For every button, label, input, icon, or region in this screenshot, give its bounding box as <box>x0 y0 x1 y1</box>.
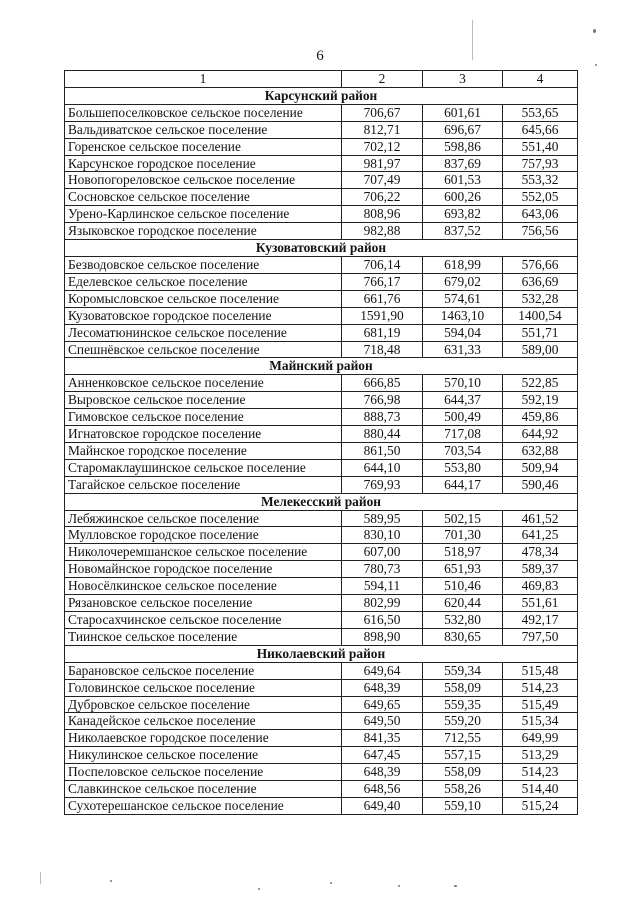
district-name: Кузоватовский район <box>65 240 578 257</box>
value-cell: 649,40 <box>342 797 423 814</box>
column-header: 1 <box>65 71 342 88</box>
value-cell: 590,46 <box>503 476 578 493</box>
value-cell: 469,83 <box>503 578 578 595</box>
value-cell: 559,20 <box>423 713 503 730</box>
value-cell: 1463,10 <box>423 307 503 324</box>
value-cell: 717,08 <box>423 426 503 443</box>
value-cell: 513,29 <box>503 747 578 764</box>
column-header: 4 <box>503 71 578 88</box>
settlement-name: Старомаклаушинское сельское поселение <box>65 459 342 476</box>
district-header-row <box>65 645 578 662</box>
table-row <box>65 544 578 561</box>
value-cell: 644,17 <box>423 476 503 493</box>
settlement-name: Канадейское сельское поселение <box>65 713 342 730</box>
table-row <box>65 628 578 645</box>
value-cell: 553,65 <box>503 104 578 121</box>
value-cell: 478,34 <box>503 544 578 561</box>
settlement-name: Славкинское сельское поселение <box>65 781 342 798</box>
value-cell: 641,25 <box>503 527 578 544</box>
settlement-name: Горенское сельское поселение <box>65 138 342 155</box>
value-cell: 649,65 <box>342 696 423 713</box>
value-cell: 558,26 <box>423 781 503 798</box>
district-header-row <box>65 358 578 375</box>
value-cell: 648,39 <box>342 764 423 781</box>
value-cell: 766,17 <box>342 273 423 290</box>
table-row <box>65 747 578 764</box>
value-cell: 557,15 <box>423 747 503 764</box>
table-row <box>65 341 578 358</box>
table-row <box>65 307 578 324</box>
table-row <box>65 696 578 713</box>
table-row <box>65 797 578 814</box>
value-cell: 797,50 <box>503 628 578 645</box>
table-row <box>65 104 578 121</box>
value-cell: 661,76 <box>342 290 423 307</box>
settlement-name: Безводовское сельское поселение <box>65 256 342 273</box>
value-cell: 647,45 <box>342 747 423 764</box>
value-cell: 492,17 <box>503 612 578 629</box>
table-row <box>65 256 578 273</box>
table-row <box>65 189 578 206</box>
settlement-name: Мулловское городское поселение <box>65 527 342 544</box>
value-cell: 802,99 <box>342 595 423 612</box>
value-cell: 644,92 <box>503 426 578 443</box>
value-cell: 620,44 <box>423 595 503 612</box>
table-row <box>65 426 578 443</box>
table-row <box>65 290 578 307</box>
settlements-table <box>64 70 578 815</box>
settlement-name: Сухотерешанское сельское поселение <box>65 797 342 814</box>
value-cell: 712,55 <box>423 730 503 747</box>
settlement-name: Поспеловское сельское поселение <box>65 764 342 781</box>
value-cell: 666,85 <box>342 375 423 392</box>
value-cell: 553,80 <box>423 459 503 476</box>
value-cell: 703,54 <box>423 442 503 459</box>
value-cell: 459,86 <box>503 409 578 426</box>
value-cell: 551,61 <box>503 595 578 612</box>
value-cell: 808,96 <box>342 206 423 223</box>
value-cell: 558,09 <box>423 679 503 696</box>
value-cell: 1400,54 <box>503 307 578 324</box>
settlement-name: Лесоматюнинское сельское поселение <box>65 324 342 341</box>
settlement-name: Урено-Карлинское сельское поселение <box>65 206 342 223</box>
value-cell: 756,56 <box>503 223 578 240</box>
value-cell: 594,04 <box>423 324 503 341</box>
value-cell: 461,52 <box>503 510 578 527</box>
value-cell: 552,05 <box>503 189 578 206</box>
value-cell: 706,22 <box>342 189 423 206</box>
settlement-name: Новопогореловское сельское поселение <box>65 172 342 189</box>
table-row <box>65 595 578 612</box>
value-cell: 898,90 <box>342 628 423 645</box>
value-cell: 888,73 <box>342 409 423 426</box>
value-cell: 649,64 <box>342 662 423 679</box>
value-cell: 500,49 <box>423 409 503 426</box>
table-row <box>65 561 578 578</box>
value-cell: 515,48 <box>503 662 578 679</box>
value-cell: 649,50 <box>342 713 423 730</box>
table-row <box>65 679 578 696</box>
table-row <box>65 155 578 172</box>
settlement-name: Тагайское сельское поселение <box>65 476 342 493</box>
table-body <box>65 71 578 815</box>
column-header: 2 <box>342 71 423 88</box>
table-row <box>65 172 578 189</box>
settlement-name: Головинское сельское поселение <box>65 679 342 696</box>
value-cell: 631,33 <box>423 341 503 358</box>
settlement-name: Николаевское городское поселение <box>65 730 342 747</box>
value-cell: 553,32 <box>503 172 578 189</box>
table-row <box>65 612 578 629</box>
table-row <box>65 121 578 138</box>
settlement-name: Рязановское сельское поселение <box>65 595 342 612</box>
table-row <box>65 578 578 595</box>
value-cell: 812,71 <box>342 121 423 138</box>
value-cell: 693,82 <box>423 206 503 223</box>
value-cell: 757,93 <box>503 155 578 172</box>
value-cell: 644,37 <box>423 392 503 409</box>
value-cell: 837,69 <box>423 155 503 172</box>
table-row <box>65 510 578 527</box>
value-cell: 707,49 <box>342 172 423 189</box>
value-cell: 510,46 <box>423 578 503 595</box>
value-cell: 574,61 <box>423 290 503 307</box>
value-cell: 861,50 <box>342 442 423 459</box>
settlement-name: Тиинское сельское поселение <box>65 628 342 645</box>
value-cell: 1591,90 <box>342 307 423 324</box>
value-cell: 592,19 <box>503 392 578 409</box>
value-cell: 559,10 <box>423 797 503 814</box>
value-cell: 706,67 <box>342 104 423 121</box>
value-cell: 769,93 <box>342 476 423 493</box>
value-cell: 509,94 <box>503 459 578 476</box>
value-cell: 576,66 <box>503 256 578 273</box>
settlement-name: Языковское городское поселение <box>65 223 342 240</box>
value-cell: 514,40 <box>503 781 578 798</box>
value-cell: 616,50 <box>342 612 423 629</box>
value-cell: 618,99 <box>423 256 503 273</box>
settlement-name: Новомайнское городское поселение <box>65 561 342 578</box>
value-cell: 600,26 <box>423 189 503 206</box>
value-cell: 558,09 <box>423 764 503 781</box>
settlement-name: Дубровское сельское поселение <box>65 696 342 713</box>
table-row <box>65 781 578 798</box>
value-cell: 607,00 <box>342 544 423 561</box>
table-row <box>65 409 578 426</box>
settlement-name: Анненковское сельское поселение <box>65 375 342 392</box>
value-cell: 681,19 <box>342 324 423 341</box>
settlement-name: Лебяжинское сельское поселение <box>65 510 342 527</box>
settlement-name: Большепоселковское сельское поселение <box>65 104 342 121</box>
value-cell: 644,10 <box>342 459 423 476</box>
settlement-name: Никулинское сельское поселение <box>65 747 342 764</box>
settlement-name: Вальдиватское сельское поселение <box>65 121 342 138</box>
value-cell: 632,88 <box>503 442 578 459</box>
settlement-name: Николочеремшанское сельское поселение <box>65 544 342 561</box>
settlement-name: Выровское сельское поселение <box>65 392 342 409</box>
district-name: Карсунский район <box>65 87 578 104</box>
district-name: Николаевский район <box>65 645 578 662</box>
value-cell: 559,35 <box>423 696 503 713</box>
value-cell: 649,99 <box>503 730 578 747</box>
value-cell: 589,00 <box>503 341 578 358</box>
settlement-name: Карсунское городское поселение <box>65 155 342 172</box>
table-row <box>65 527 578 544</box>
value-cell: 570,10 <box>423 375 503 392</box>
value-cell: 551,40 <box>503 138 578 155</box>
table-row <box>65 730 578 747</box>
settlement-name: Старосахчинское сельское поселение <box>65 612 342 629</box>
table-row <box>65 442 578 459</box>
table-row <box>65 392 578 409</box>
value-cell: 532,28 <box>503 290 578 307</box>
table-row <box>65 223 578 240</box>
value-cell: 589,95 <box>342 510 423 527</box>
value-cell: 515,34 <box>503 713 578 730</box>
value-cell: 502,15 <box>423 510 503 527</box>
table-row <box>65 206 578 223</box>
district-header-row <box>65 240 578 257</box>
settlement-name: Спешнёвское сельское поселение <box>65 341 342 358</box>
value-cell: 601,53 <box>423 172 503 189</box>
settlement-name: Сосновское сельское поселение <box>65 189 342 206</box>
value-cell: 598,86 <box>423 138 503 155</box>
value-cell: 514,23 <box>503 764 578 781</box>
value-cell: 514,23 <box>503 679 578 696</box>
value-cell: 589,37 <box>503 561 578 578</box>
settlement-name: Новосёлкинское сельское поселение <box>65 578 342 595</box>
value-cell: 551,71 <box>503 324 578 341</box>
value-cell: 515,24 <box>503 797 578 814</box>
value-cell: 981,97 <box>342 155 423 172</box>
value-cell: 651,93 <box>423 561 503 578</box>
value-cell: 648,56 <box>342 781 423 798</box>
value-cell: 643,06 <box>503 206 578 223</box>
settlement-name: Игнатовское городское поселение <box>65 426 342 443</box>
value-cell: 515,49 <box>503 696 578 713</box>
district-name: Майнский район <box>65 358 578 375</box>
table-row <box>65 476 578 493</box>
value-cell: 648,39 <box>342 679 423 696</box>
value-cell: 518,97 <box>423 544 503 561</box>
value-cell: 702,12 <box>342 138 423 155</box>
settlement-name: Коромысловское сельское поселение <box>65 290 342 307</box>
value-cell: 636,69 <box>503 273 578 290</box>
value-cell: 837,52 <box>423 223 503 240</box>
value-cell: 701,30 <box>423 527 503 544</box>
district-header-row <box>65 493 578 510</box>
value-cell: 830,10 <box>342 527 423 544</box>
value-cell: 601,61 <box>423 104 503 121</box>
settlement-name: Майнское городское поселение <box>65 442 342 459</box>
value-cell: 696,67 <box>423 121 503 138</box>
table-row <box>65 273 578 290</box>
settlement-name: Гимовское сельское поселение <box>65 409 342 426</box>
value-cell: 718,48 <box>342 341 423 358</box>
settlement-name: Кузоватовское городское поселение <box>65 307 342 324</box>
value-cell: 766,98 <box>342 392 423 409</box>
value-cell: 559,34 <box>423 662 503 679</box>
table-row <box>65 138 578 155</box>
column-header: 3 <box>423 71 503 88</box>
value-cell: 780,73 <box>342 561 423 578</box>
value-cell: 982,88 <box>342 223 423 240</box>
value-cell: 706,14 <box>342 256 423 273</box>
settlement-name: Барановское сельское поселение <box>65 662 342 679</box>
value-cell: 880,44 <box>342 426 423 443</box>
table-row <box>65 459 578 476</box>
value-cell: 522,85 <box>503 375 578 392</box>
table-row <box>65 764 578 781</box>
value-cell: 841,35 <box>342 730 423 747</box>
table-row <box>65 375 578 392</box>
district-header-row <box>65 87 578 104</box>
page-number: 6 <box>316 48 324 64</box>
settlement-name: Еделевское сельское поселение <box>65 273 342 290</box>
table-row <box>65 713 578 730</box>
column-header-row <box>65 71 578 88</box>
table-row <box>65 662 578 679</box>
value-cell: 594,11 <box>342 578 423 595</box>
value-cell: 679,02 <box>423 273 503 290</box>
table-row <box>65 324 578 341</box>
value-cell: 532,80 <box>423 612 503 629</box>
district-name: Мелекесский район <box>65 493 578 510</box>
value-cell: 645,66 <box>503 121 578 138</box>
value-cell: 830,65 <box>423 628 503 645</box>
